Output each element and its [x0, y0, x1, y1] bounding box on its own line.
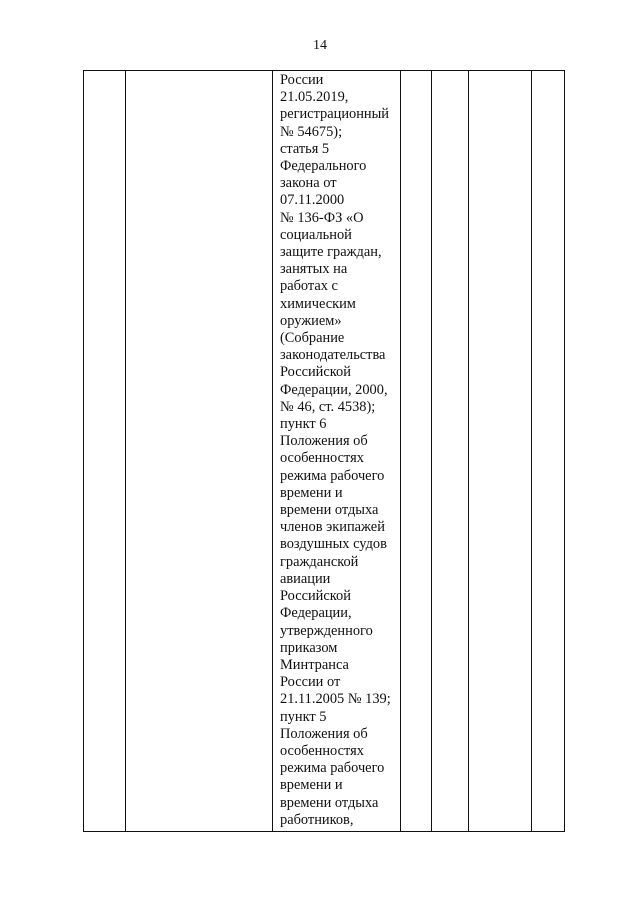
text-line: социальной — [280, 226, 352, 243]
page-number: 14 — [313, 38, 327, 53]
text-line: № 54675); — [280, 123, 343, 140]
text-line: гражданской — [280, 553, 359, 570]
text-line: занятых на — [280, 261, 348, 278]
table-cell-col2 — [126, 71, 273, 832]
text-line: защите граждан, — [280, 244, 382, 261]
text-line: Минтранса — [280, 656, 349, 673]
text-line: времени и — [280, 484, 343, 501]
text-line: (Собрание — [280, 330, 345, 347]
table-cell-col5 — [432, 71, 469, 832]
text-line: № 136-ФЗ «О — [280, 209, 364, 226]
text-line: химическим — [280, 295, 356, 312]
text-line: Федерального — [280, 158, 367, 175]
text-line: 07.11.2000 — [280, 192, 345, 209]
text-line: членов экипажей — [280, 519, 385, 536]
legal-basis-cell — [273, 71, 401, 832]
regulation-table — [83, 70, 565, 832]
text-line: Российской — [280, 588, 351, 605]
text-line: России — [280, 72, 324, 88]
text-line: пункт 5 — [280, 708, 327, 725]
text-line: № 46, ст. 4538); — [280, 398, 376, 415]
table-row — [84, 71, 565, 832]
text-line: Федерации, 2000, — [280, 381, 388, 398]
text-line: статья 5 — [280, 140, 330, 157]
text-line: законодательства — [280, 347, 386, 364]
table-cell-col6 — [469, 71, 532, 832]
text-line: воздушных судов — [280, 536, 387, 553]
text-line: режима рабочего — [280, 467, 385, 484]
text-line: Федерации, — [280, 605, 352, 622]
text-line: 21.11.2005 № 139; — [280, 691, 391, 708]
text-line: авиации — [280, 570, 331, 587]
text-line: особенностях — [280, 450, 364, 467]
text-line: времени отдыха — [280, 794, 379, 811]
text-line: закона от — [280, 175, 337, 192]
text-line: приказом — [280, 639, 338, 656]
text-line: Положения об — [280, 725, 368, 742]
text-line: 21.05.2019, — [280, 89, 349, 106]
text-line: работников, — [280, 811, 354, 828]
text-line: особенностях — [280, 742, 364, 759]
table-cell-col1 — [84, 71, 126, 832]
text-line: оружием» — [280, 312, 342, 329]
text-line: Положения об — [280, 433, 368, 450]
text-line: времени и — [280, 777, 343, 794]
table-cell-col4 — [401, 71, 432, 832]
legal-basis-text — [280, 72, 397, 829]
text-line: режима рабочего — [280, 760, 385, 777]
text-line: работах с — [280, 278, 338, 295]
text-line: пункт 6 — [280, 416, 327, 433]
text-line: регистрационный — [280, 106, 389, 123]
text-line: Российской — [280, 364, 351, 381]
text-line: России от — [280, 674, 341, 691]
table-cell-col7 — [532, 71, 565, 832]
text-line: утвержденного — [280, 622, 373, 639]
text-line: времени отдыха — [280, 502, 379, 519]
